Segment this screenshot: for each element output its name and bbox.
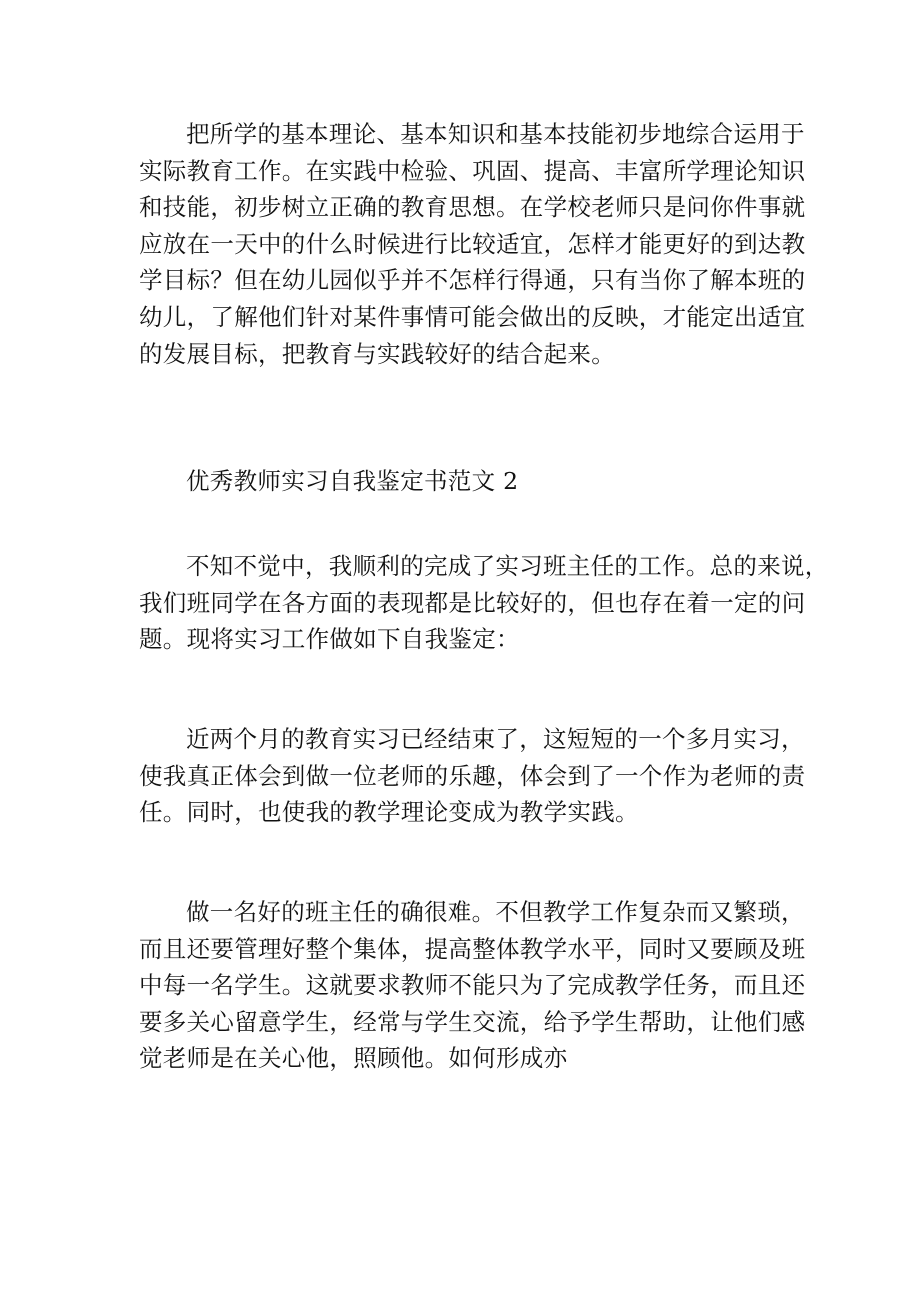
paragraph-line: 做一名好的班主任的确很难。不但教学工作复杂而又繁琐， — [186, 898, 805, 926]
paragraph-line: 实际教育工作。在实践中检验、巩固、提高、丰富所学理论知识 — [139, 156, 806, 185]
paragraph-line: 题。现将实习工作做如下自我鉴定： — [139, 625, 520, 654]
section-heading: 优秀教师实习自我鉴定书范文 2 — [186, 467, 519, 495]
paragraph-line: 中每一名学生。这就要求教师不能只为了完成教学任务，而且还 — [139, 971, 806, 1000]
paragraph-line: 要多关心留意学生，经常与学生交流，给予学生帮助，让他们感 — [139, 1007, 806, 1036]
paragraph-line: 近两个月的教育实习已经结束了，这短短的一个多月实习， — [186, 725, 805, 753]
paragraph-line: 而且还要管理好整个集体，提高整体教学水平，同时又要顾及班 — [139, 934, 806, 963]
paragraph-line: 的发展目标，把教育与实践较好的结合起来。 — [139, 339, 615, 368]
paragraph-line: 应放在一天中的什么时候进行比较适宜，怎样才能更好的到达教 — [139, 229, 806, 258]
paragraph-line: 幼儿，了解他们针对某件事情可能会做出的反映，才能定出适宜 — [139, 302, 806, 331]
paragraph-3 — [139, 721, 806, 831]
paragraph-2 — [139, 548, 829, 658]
paragraph-line: 不知不觉中，我顺利的完成了实习班主任的工作。总的来说， — [186, 552, 829, 580]
paragraph-1 — [139, 116, 806, 372]
paragraph-line: 任。同时，也使我的教学理论变成为教学实践。 — [139, 798, 639, 827]
paragraph-line: 我们班同学在各方面的表现都是比较好的，但也存在着一定的问 — [139, 588, 806, 617]
paragraph-4 — [139, 894, 806, 1077]
paragraph-line: 学目标？但在幼儿园似乎并不怎样行得通，只有当你了解本班的 — [139, 266, 806, 295]
paragraph-line: 觉老师是在关心他，照顾他。如何形成亦 — [139, 1044, 568, 1073]
paragraph-line: 使我真正体会到做一位老师的乐趣，体会到了一个作为老师的责 — [139, 761, 806, 790]
paragraph-line: 把所学的基本理论、基本知识和基本技能初步地综合运用于 — [186, 120, 805, 148]
paragraph-line: 和技能，初步树立正确的教育思想。在学校老师只是问你件事就 — [139, 193, 806, 222]
